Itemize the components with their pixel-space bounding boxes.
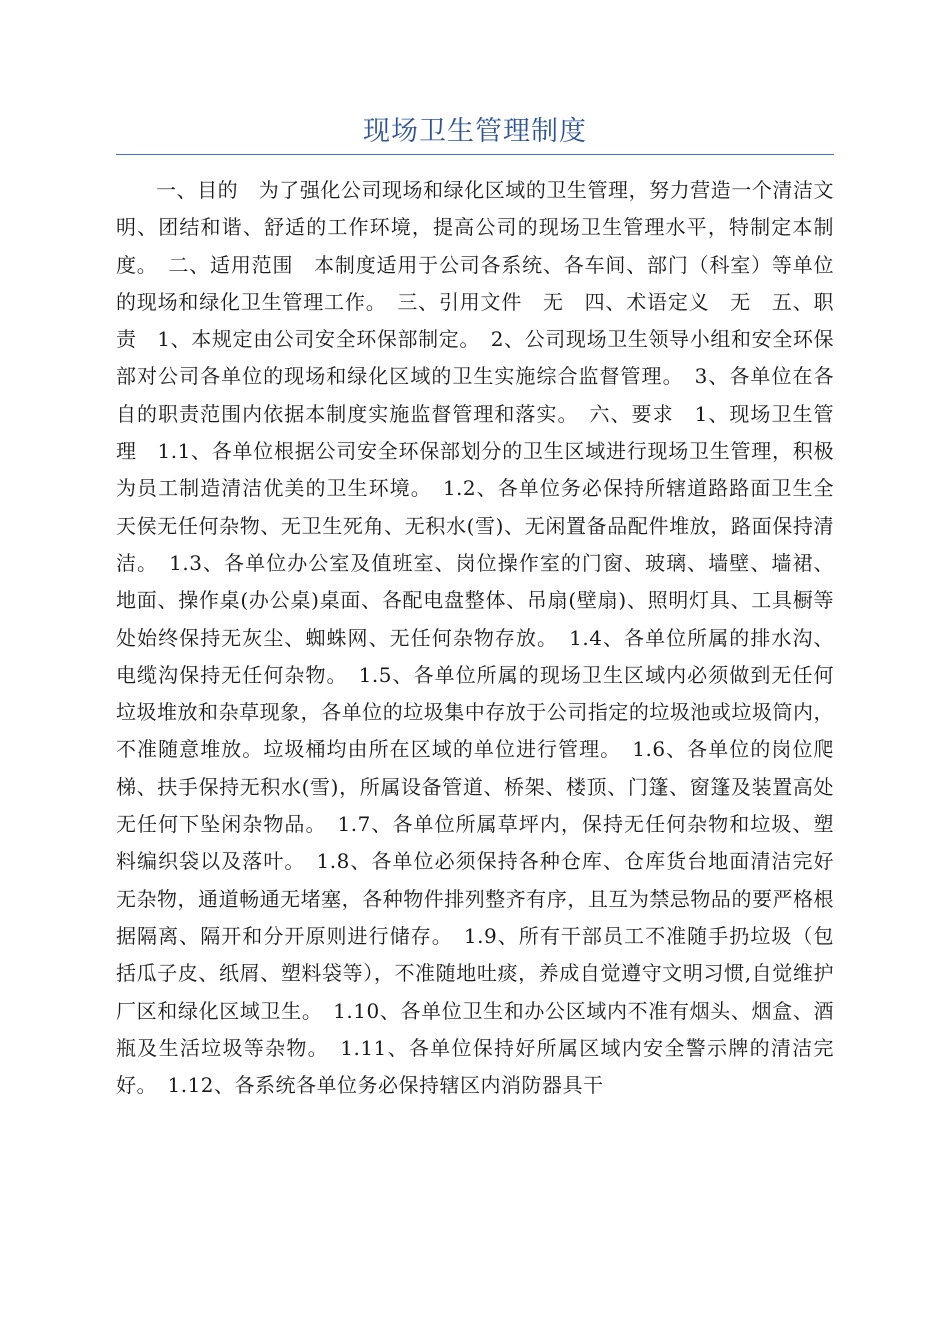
- document-body: 一、目的 为了强化公司现场和绿化区域的卫生管理，努力营造一个清洁文明、团结和谐、舒适的工作环境，提高公司的现场卫生管理水平，特制定本制度。 二、适用范围 本制度适用于公司各系统、各车间、部门（科室）等单位的现场和绿化卫生管理工作。 三、引用文件 无 四、术语定义 无 五、职责 1、本规定由公司安全环保部制定。 2、公司现场卫生领导小组和安全环保部对公司各单位的现场和绿化区域的卫生实施综合监督管理。 3、各单位在各自的职责范围内依据本制度实施监督管理和落实。 六、要求 1、现场卫生管理 1.1、各单位根据公司安全环保部划分的卫生区域进行现场卫生管理，积极为员工制造清洁优美的卫生环境。 1.2、各单位务必保持所辖道路路面卫生全天侯无任何杂物、无卫生死角、无积水(雪)、无闲置备品配件堆放，路面保持清洁。 1.3、各单位办公室及值班室、岗位操作室的门窗、玻璃、墙壁、墙裙、地面、操作桌(办公桌)桌面、各配电盘整体、吊扇(壁扇)、照明灯具、工具橱等处始终保持无灰尘、蜘蛛网、无任何杂物存放。 1.4、各单位所属的排水沟、电缆沟保持无任何杂物。 1.5、各单位所属的现场卫生区域内必须做到无任何垃圾堆放和杂草现象，各单位的垃圾集中存放于公司指定的垃圾池或垃圾筒内，不准随意堆放。垃圾桶均由所在区域的单位进行管理。 1.6、各单位的岗位爬梯、扶手保持无积水(雪)，所属设备管道、桥架、楼顶、门篷、窗篷及装置高处无任何下坠闲杂物品。 1.7、各单位所属草坪内，保持无任何杂物和垃圾、塑料编织袋以及落叶。 1.8、各单位必须保持各种仓库、仓库货台地面清洁完好无杂物，通道畅通无堵塞，各种物件排列整齐有序，且互为禁忌物品的要严格根据隔离、隔开和分开原则进行储存。 1.9、所有干部员工不准随手扔垃圾（包括瓜子皮、纸屑、塑料袋等），不准随地吐痰，养成自觉遵守文明习惯,自觉维护厂区和绿化区域卫生。 1.10、各单位卫生和办公区域内不准有烟头、烟盒、酒瓶及生活垃圾等杂物。 1.11、各单位保持好所属区域内安全警示牌的清洁完好。 1.12、各系统各单位务必保持辖区内消防器具干: [116, 178, 834, 1098]
- title-divider: [116, 154, 834, 155]
- document-title: 现场卫生管理制度: [363, 116, 587, 147]
